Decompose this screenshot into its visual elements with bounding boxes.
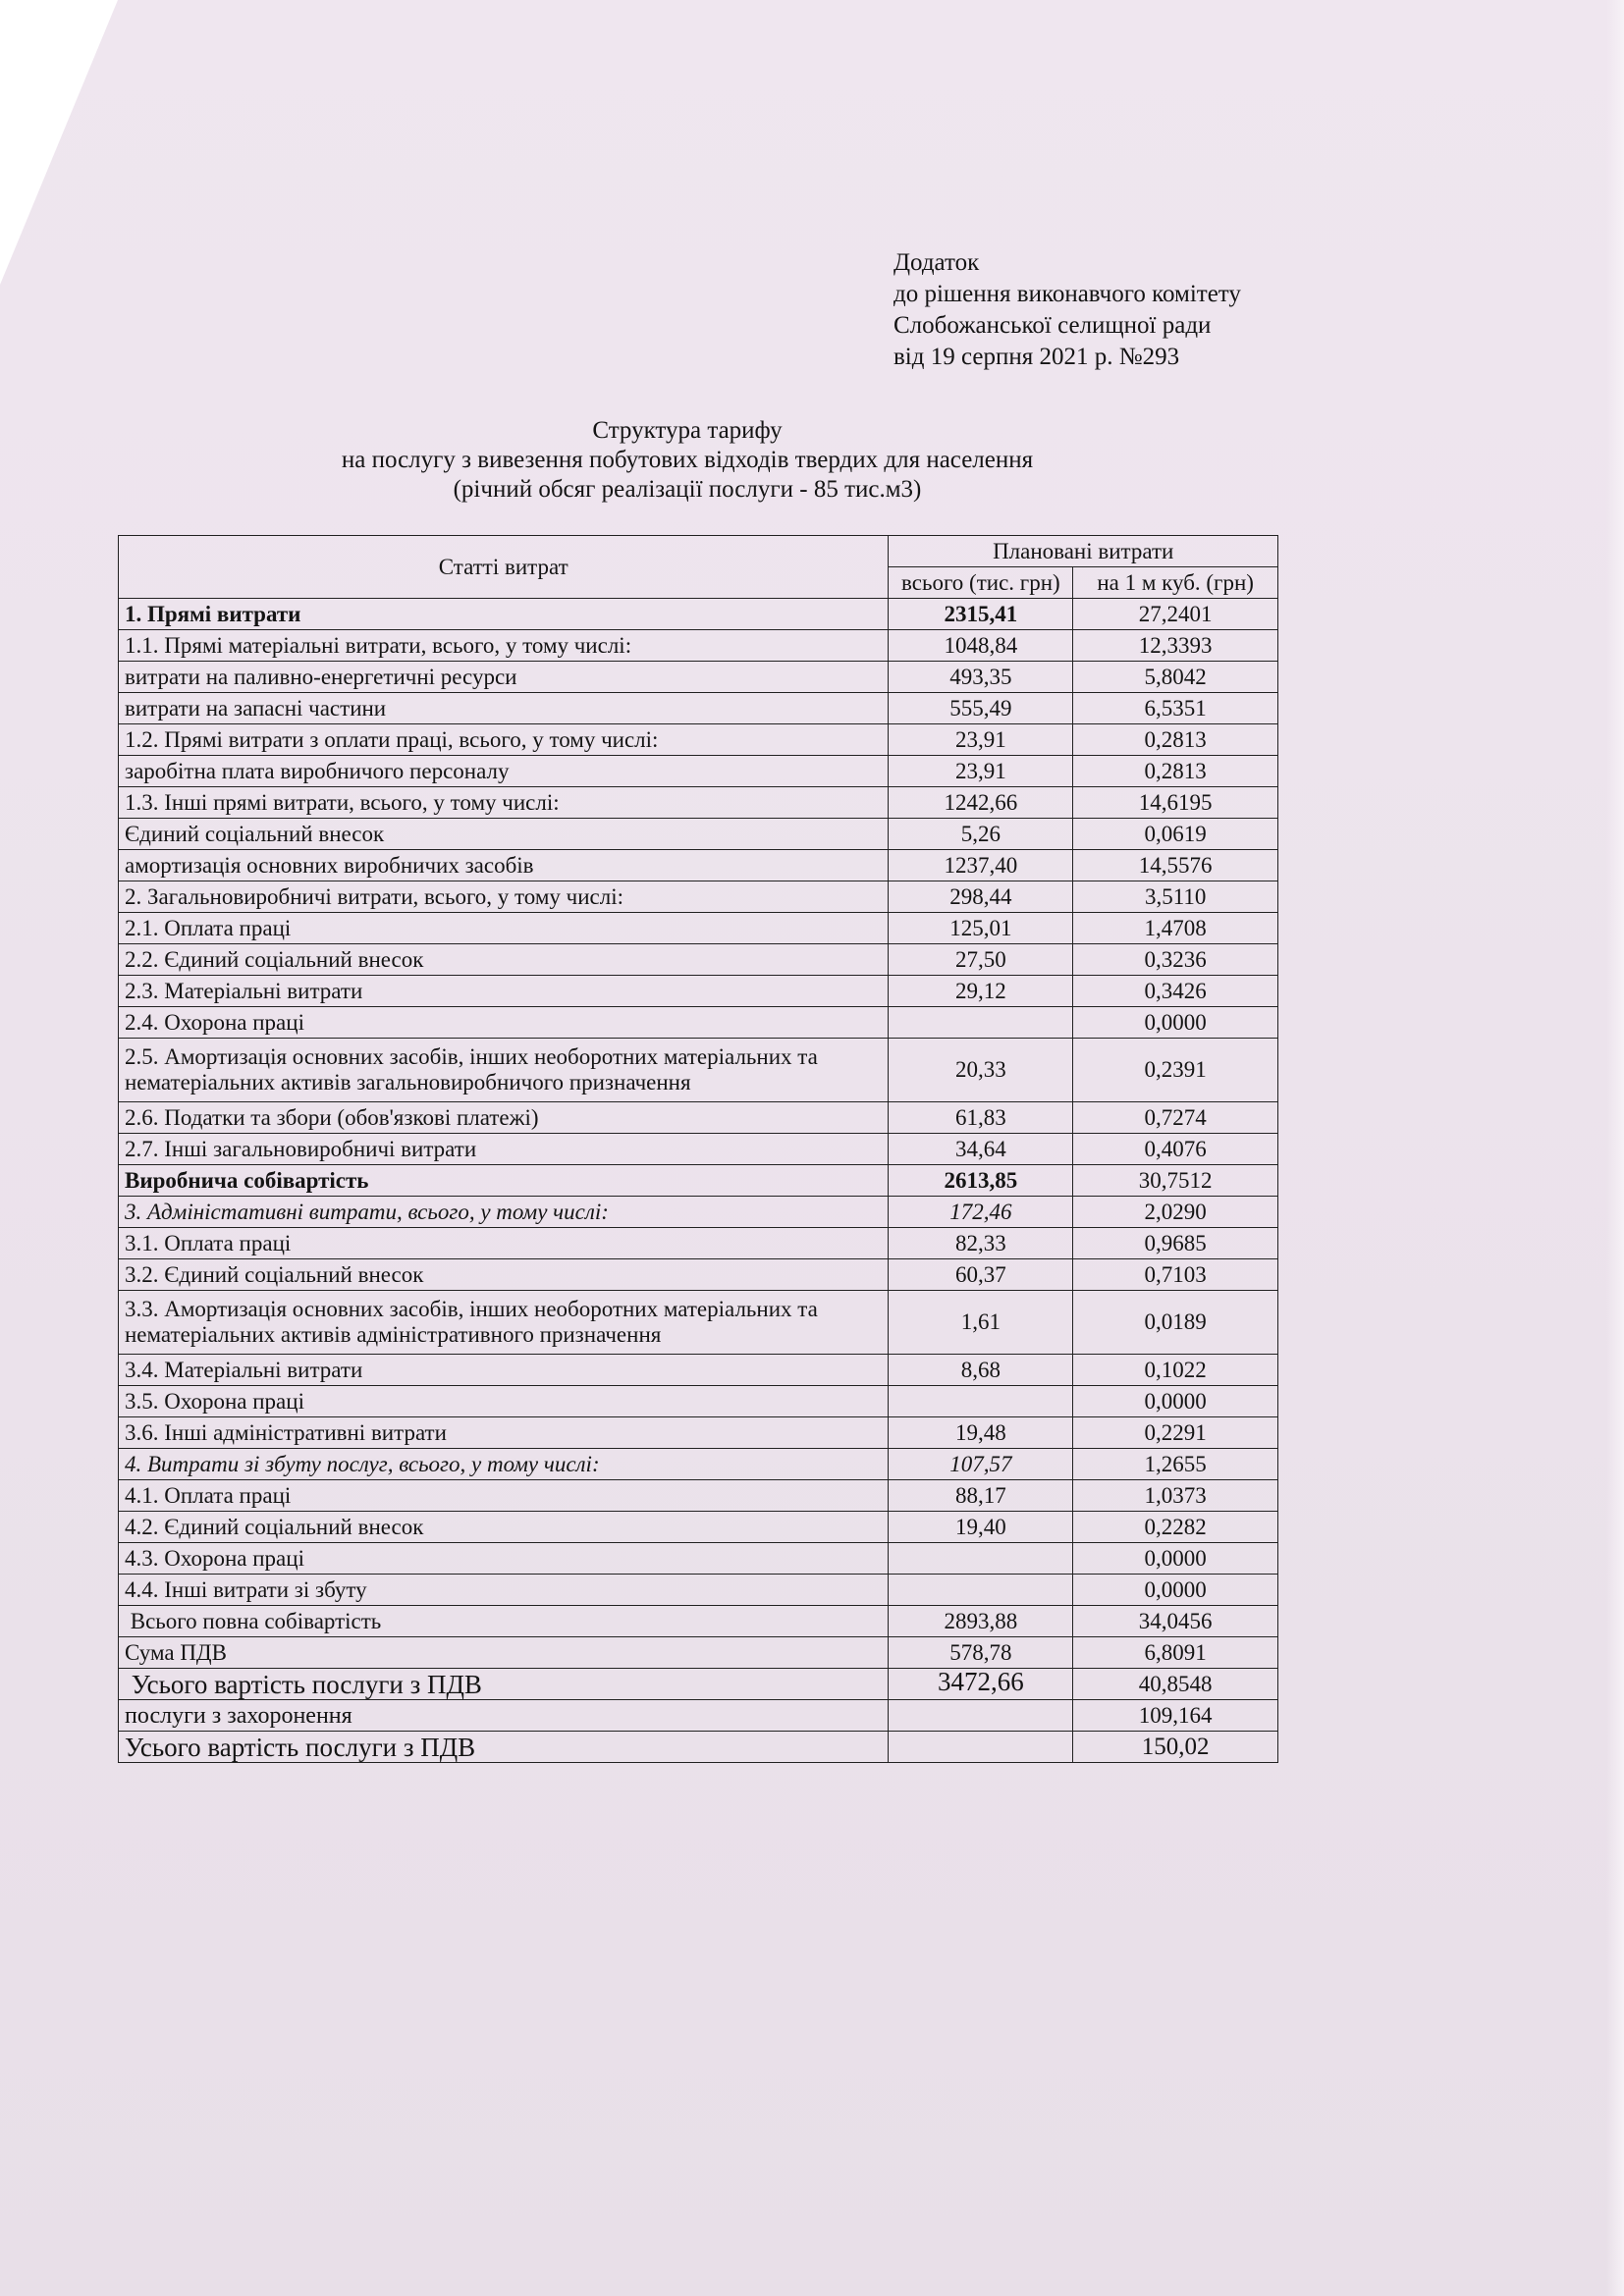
table-row xyxy=(119,1291,1278,1355)
table-row xyxy=(119,1512,1278,1543)
table-row xyxy=(119,1606,1278,1637)
addendum-block xyxy=(893,247,1241,373)
row-total: 1237,40 xyxy=(889,850,1073,881)
row-unit: 0,7103 xyxy=(1073,1259,1278,1291)
table-row xyxy=(119,1480,1278,1512)
row-name: 4.3. Охорона праці xyxy=(119,1543,889,1575)
row-unit: 30,7512 xyxy=(1073,1165,1278,1197)
row-total xyxy=(889,1732,1073,1763)
header-items: Статті витрат xyxy=(119,536,889,599)
row-total xyxy=(889,1700,1073,1732)
row-name: 2.5. Амортизація основних засобів, інших необоротних матеріальних та нематеріальних активів загальновиробничого призначення xyxy=(119,1039,889,1102)
table-row xyxy=(119,1575,1278,1606)
row-name: Усього вартість послуги з ПДВ xyxy=(119,1732,889,1763)
table-row xyxy=(119,1386,1278,1417)
row-name: витрати на запасні частини xyxy=(119,693,889,724)
row-unit: 5,8042 xyxy=(1073,662,1278,693)
row-unit: 0,3426 xyxy=(1073,976,1278,1007)
row-total: 2613,85 xyxy=(889,1165,1073,1197)
row-total xyxy=(889,1007,1073,1039)
row-name: 4.4. Інші витрати зі збуту xyxy=(119,1575,889,1606)
table-row xyxy=(119,913,1278,944)
row-name: 1.1. Прямі матеріальні витрати, всього, у тому числі: xyxy=(119,630,889,662)
row-name: Усього вартість послуги з ПДВ xyxy=(119,1669,889,1700)
row-name: 1.3. Інші прямі витрати, всього, у тому числі: xyxy=(119,787,889,819)
title-line-1: Структура тарифу xyxy=(592,417,783,444)
row-total: 1242,66 xyxy=(889,787,1073,819)
row-unit: 0,0000 xyxy=(1073,1575,1278,1606)
table-row xyxy=(119,599,1278,630)
row-total: 23,91 xyxy=(889,756,1073,787)
row-total: 1,61 xyxy=(889,1291,1073,1355)
table-row xyxy=(119,1165,1278,1197)
addendum-line-3: Слобожанської селищної ради xyxy=(893,312,1212,339)
row-name: витрати на паливно-енергетичні ресурси xyxy=(119,662,889,693)
table-row xyxy=(119,1197,1278,1228)
row-unit: 3,5110 xyxy=(1073,881,1278,913)
row-name: 4.1. Оплата праці xyxy=(119,1480,889,1512)
row-total: 29,12 xyxy=(889,976,1073,1007)
scan-corner xyxy=(0,0,118,285)
table-row xyxy=(119,724,1278,756)
row-total xyxy=(889,1386,1073,1417)
table-row xyxy=(119,1134,1278,1165)
row-unit: 1,4708 xyxy=(1073,913,1278,944)
table-row xyxy=(119,1732,1278,1763)
title-line-2: на послугу з вивезення побутових відходів твердих для населення xyxy=(341,447,1034,473)
row-unit: 1,0373 xyxy=(1073,1480,1278,1512)
row-unit: 0,1022 xyxy=(1073,1355,1278,1386)
document-title xyxy=(0,416,1375,505)
row-total: 2315,41 xyxy=(889,599,1073,630)
row-name: заробітна плата виробничого персоналу xyxy=(119,756,889,787)
table-row xyxy=(119,1102,1278,1134)
row-total: 298,44 xyxy=(889,881,1073,913)
table-row xyxy=(119,1355,1278,1386)
row-total: 3472,66 xyxy=(889,1669,1073,1700)
table-row xyxy=(119,662,1278,693)
row-unit: 0,0000 xyxy=(1073,1543,1278,1575)
row-total: 8,68 xyxy=(889,1355,1073,1386)
row-name: 1.2. Прямі витрати з оплати праці, всього, у тому числі: xyxy=(119,724,889,756)
row-unit: 0,7274 xyxy=(1073,1102,1278,1134)
header-per-unit: на 1 м куб. (грн) xyxy=(1073,567,1278,599)
row-unit: 6,8091 xyxy=(1073,1637,1278,1669)
row-name: 1. Прямі витрати xyxy=(119,599,889,630)
row-total: 34,64 xyxy=(889,1134,1073,1165)
row-name: 2. Загальновиробничі витрати, всього, у тому числі: xyxy=(119,881,889,913)
table-row xyxy=(119,1637,1278,1669)
row-name: 4. Витрати зі збуту послуг, всього, у тому числі: xyxy=(119,1449,889,1480)
table-row xyxy=(119,756,1278,787)
row-unit: 0,2391 xyxy=(1073,1039,1278,1102)
row-total: 61,83 xyxy=(889,1102,1073,1134)
row-total xyxy=(889,1543,1073,1575)
table-row xyxy=(119,881,1278,913)
table-row xyxy=(119,819,1278,850)
row-unit: 34,0456 xyxy=(1073,1606,1278,1637)
row-name: Сума ПДВ xyxy=(119,1637,889,1669)
table-header-row xyxy=(119,536,1278,567)
row-unit: 0,0000 xyxy=(1073,1007,1278,1039)
table-row xyxy=(119,1039,1278,1102)
table-row xyxy=(119,1669,1278,1700)
table-row xyxy=(119,976,1278,1007)
row-name: 3.3. Амортизація основних засобів, інших необоротних матеріальних та нематеріальних активів адміністративного призначення xyxy=(119,1291,889,1355)
row-unit: 150,02 xyxy=(1073,1732,1278,1763)
row-total: 5,26 xyxy=(889,819,1073,850)
row-unit: 0,4076 xyxy=(1073,1134,1278,1165)
row-total: 60,37 xyxy=(889,1259,1073,1291)
row-name: 3.6. Інші адміністративні витрати xyxy=(119,1417,889,1449)
row-total: 125,01 xyxy=(889,913,1073,944)
table-row xyxy=(119,1449,1278,1480)
row-name: 3.1. Оплата праці xyxy=(119,1228,889,1259)
table-row xyxy=(119,787,1278,819)
row-total: 1048,84 xyxy=(889,630,1073,662)
header-total: всього (тис. грн) xyxy=(889,567,1073,599)
row-total: 578,78 xyxy=(889,1637,1073,1669)
row-unit: 14,6195 xyxy=(1073,787,1278,819)
row-total: 88,17 xyxy=(889,1480,1073,1512)
table-row xyxy=(119,1228,1278,1259)
row-unit: 2,0290 xyxy=(1073,1197,1278,1228)
table-row xyxy=(119,850,1278,881)
row-name: послуги з захоронення xyxy=(119,1700,889,1732)
row-total: 2893,88 xyxy=(889,1606,1073,1637)
row-total: 23,91 xyxy=(889,724,1073,756)
row-name: 3.2. Єдиний соціальний внесок xyxy=(119,1259,889,1291)
row-name: 3.5. Охорона праці xyxy=(119,1386,889,1417)
table-row xyxy=(119,944,1278,976)
table-row xyxy=(119,1259,1278,1291)
row-name: 3.4. Матеріальні витрати xyxy=(119,1355,889,1386)
table-row xyxy=(119,1543,1278,1575)
header-planned: Плановані витрати xyxy=(889,536,1278,567)
row-total: 172,46 xyxy=(889,1197,1073,1228)
row-name: 2.7. Інші загальновиробничі витрати xyxy=(119,1134,889,1165)
row-unit: 0,0619 xyxy=(1073,819,1278,850)
tariff-table xyxy=(118,535,1278,1763)
addendum-line-1: Додаток xyxy=(893,249,980,276)
row-total: 20,33 xyxy=(889,1039,1073,1102)
row-unit: 0,2291 xyxy=(1073,1417,1278,1449)
row-total: 555,49 xyxy=(889,693,1073,724)
title-line-3: (річний обсяг реалізації послуги - 85 тис.м3) xyxy=(453,476,922,503)
row-name: Виробнича собівартість xyxy=(119,1165,889,1197)
table-row xyxy=(119,1007,1278,1039)
table-row xyxy=(119,630,1278,662)
row-unit: 0,0000 xyxy=(1073,1386,1278,1417)
row-unit: 0,2813 xyxy=(1073,756,1278,787)
row-name: 4.2. Єдиний соціальний внесок xyxy=(119,1512,889,1543)
row-unit: 14,5576 xyxy=(1073,850,1278,881)
row-unit: 27,2401 xyxy=(1073,599,1278,630)
row-total: 27,50 xyxy=(889,944,1073,976)
addendum-line-4: від 19 серпня 2021 р. №293 xyxy=(893,344,1180,370)
row-name: Всього повна собівартість xyxy=(119,1606,889,1637)
row-name: 2.1. Оплата праці xyxy=(119,913,889,944)
row-unit: 0,2282 xyxy=(1073,1512,1278,1543)
row-total: 19,40 xyxy=(889,1512,1073,1543)
row-total: 82,33 xyxy=(889,1228,1073,1259)
addendum-line-2: до рішення виконавчого комітету xyxy=(893,281,1241,307)
row-unit: 40,8548 xyxy=(1073,1669,1278,1700)
row-total: 19,48 xyxy=(889,1417,1073,1449)
row-unit: 0,2813 xyxy=(1073,724,1278,756)
row-name: Єдиний соціальний внесок xyxy=(119,819,889,850)
row-unit: 6,5351 xyxy=(1073,693,1278,724)
row-total: 107,57 xyxy=(889,1449,1073,1480)
row-unit: 1,2655 xyxy=(1073,1449,1278,1480)
row-unit: 0,9685 xyxy=(1073,1228,1278,1259)
row-name: 3. Адміністативні витрати, всього, у тому числі: xyxy=(119,1197,889,1228)
row-unit: 109,164 xyxy=(1073,1700,1278,1732)
row-name: 2.6. Податки та збори (обов'язкові платежі) xyxy=(119,1102,889,1134)
table-row xyxy=(119,693,1278,724)
table-row xyxy=(119,1700,1278,1732)
row-total: 493,35 xyxy=(889,662,1073,693)
scan-edge-strip xyxy=(1606,0,1624,2296)
row-unit: 0,3236 xyxy=(1073,944,1278,976)
row-unit: 0,0189 xyxy=(1073,1291,1278,1355)
row-unit: 12,3393 xyxy=(1073,630,1278,662)
table-row xyxy=(119,1417,1278,1449)
row-name: 2.4. Охорона праці xyxy=(119,1007,889,1039)
row-name: 2.2. Єдиний соціальний внесок xyxy=(119,944,889,976)
row-total xyxy=(889,1575,1073,1606)
row-name: амортизація основних виробничих засобів xyxy=(119,850,889,881)
row-name: 2.3. Матеріальні витрати xyxy=(119,976,889,1007)
